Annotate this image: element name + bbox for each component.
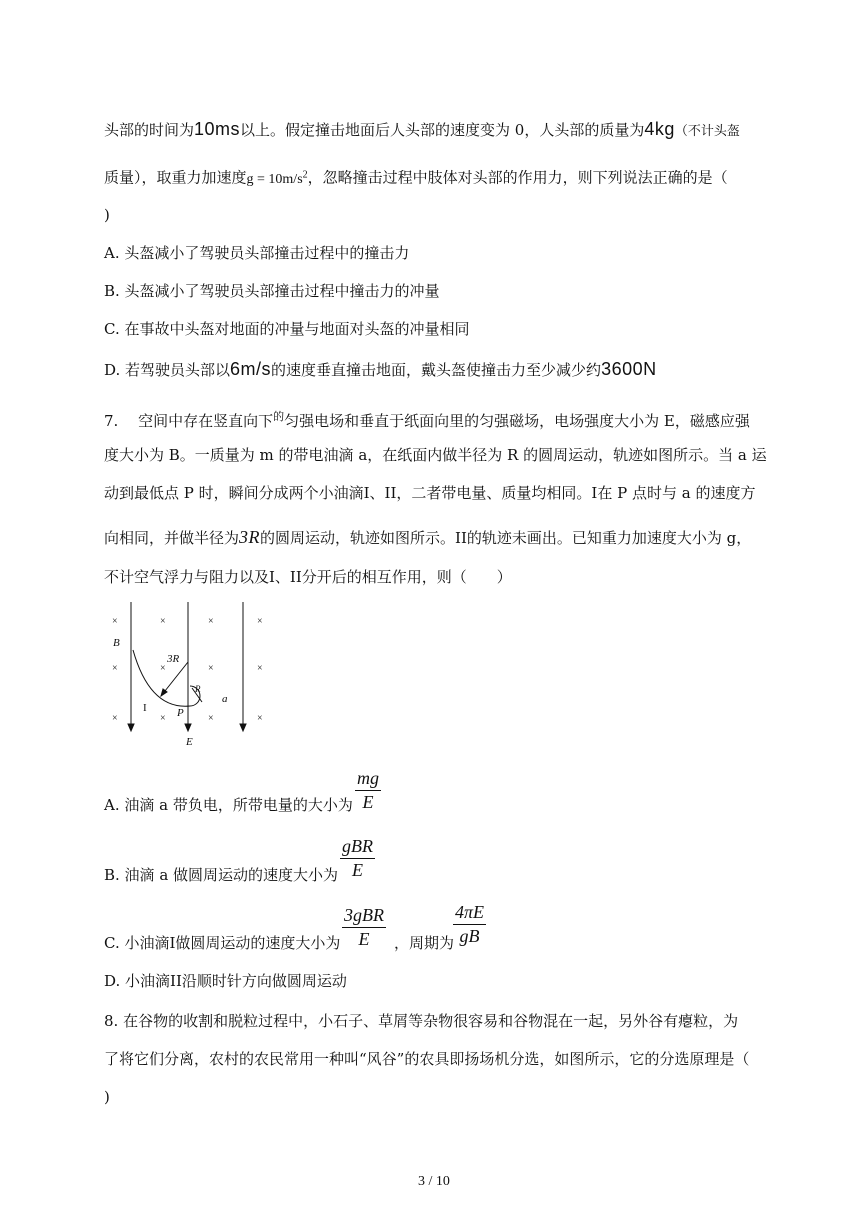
label-E: E [186, 736, 193, 748]
field-cross: × [208, 663, 214, 674]
q6-option-c: C. 在事故中头盔对地面的冲量与地面对头盔的冲量相同 [104, 320, 470, 338]
fraction-bar [340, 858, 375, 859]
numerator: gBR [342, 836, 373, 856]
text: D. 若驾驶员头部以 [104, 361, 231, 379]
numerator: 4πE [455, 902, 485, 922]
label-R: R [195, 684, 201, 694]
fraction-gbr-over-e [340, 836, 375, 881]
field-cross: × [208, 616, 214, 627]
cross-marks [112, 616, 263, 724]
text: 7. 空间中存在竖直向下 [104, 412, 274, 430]
q7-option-b: B. 油滴 a 做圆周运动的速度大小为 [104, 866, 339, 884]
q6-option-d [104, 358, 657, 381]
text: 的 [273, 410, 285, 423]
numerator: mg [357, 768, 379, 788]
label-I: I [143, 702, 147, 714]
q6-option-a: A. 头盔减小了驾驶员头部撞击过程中的撞击力 [104, 244, 410, 262]
speed-value: 6m/s [230, 359, 272, 379]
mass-value: 4kg [644, 119, 675, 139]
radius-value: 3R [239, 527, 261, 547]
time-value: 10ms [194, 119, 241, 139]
denominator: E [358, 929, 370, 949]
q7-line-3: 动到最低点 P 时，瞬间分成两个小油滴I、II，二者带电量、质量均相同。I在 P 点时与 a 的速度方 [104, 484, 756, 502]
text: ，忽略撞击过程中肢体对头部的作用力，则下列说法正确的是（ [307, 168, 728, 187]
q8-line-3: ) [104, 1088, 110, 1106]
field-cross: × [257, 616, 263, 627]
fraction-mg-over-e [355, 768, 381, 813]
trajectory-I [133, 650, 190, 706]
q6-line-2 [104, 164, 728, 191]
field-cross: × [257, 663, 263, 674]
text: （不计头盔 [674, 124, 740, 139]
q7-option-d: D. 小油滴II沿顺时针方向做圆周运动 [104, 972, 347, 990]
q7-option-a: A. 油滴 a 带负电，所带电量的大小为 [104, 796, 353, 814]
formula-text: g = 10m/s [246, 171, 303, 187]
q6-line-3: ) [104, 206, 110, 224]
period-label: ，周期为 [394, 934, 455, 952]
q8-line-1: 8. 在谷物的收割和脱粒过程中，小石子、草屑等杂物很容易和谷物混在一起，另外谷有瘪粒，为 [104, 1012, 739, 1030]
text: 质量），取重力加速度 [104, 168, 247, 187]
numerator: 3gBR [344, 905, 384, 925]
page-number: 3 / 10 [418, 1174, 450, 1189]
text: 头部的时间为 [104, 121, 195, 139]
fraction-3gbr-over-e [342, 905, 386, 950]
denominator: gB [459, 926, 480, 946]
text: 向相同，并做半径为 [104, 529, 240, 547]
field-cross: × [160, 616, 166, 627]
fraction-4pie-over-gb [453, 902, 486, 947]
arrow-head [240, 724, 246, 731]
q7-option-c: C. 小油滴I做圆周运动的速度大小为 [104, 934, 341, 952]
q7-line-5: 不计空气浮力与阻力以及I、II分开后的相互作用，则（ ） [104, 568, 512, 586]
arrow-head [128, 724, 134, 731]
field-cross: × [257, 713, 263, 724]
q7-line-1 [104, 406, 750, 432]
q7-line-2: 度大小为 B。一质量为 m 的带电油滴 a，在纸面内做半径为 R 的圆周运动，轨迹如图所示。当 a 运 [104, 446, 767, 464]
text: 的速度垂直撞击地面，戴头盔使撞击力至少减少约 [271, 361, 602, 379]
text: 的圆周运动，轨迹如图所示。II的轨迹未画出。已知重力加速度大小为 g， [260, 529, 752, 547]
q7-line-4 [104, 526, 751, 549]
label-3R: 3R [167, 653, 180, 665]
fraction-bar [342, 927, 386, 928]
arrow-head [185, 724, 191, 731]
text: 以上。假定撞击地面后人头部的速度变为 0，人头部的质量为 [240, 121, 645, 139]
force-value: 3600N [601, 359, 657, 379]
fraction-bar [355, 790, 381, 791]
fraction-bar [453, 924, 486, 925]
q8-line-2: 了将它们分离，农村的农民常用一种叫“风谷”的农具即扬场机分选，如图所示，它的分选原理是（ [104, 1050, 750, 1068]
q6-line-1 [104, 118, 740, 143]
denominator: E [362, 792, 374, 812]
field-cross: × [208, 713, 214, 724]
label-B: B [113, 637, 120, 649]
superscript: 2 [302, 169, 308, 180]
gravity-formula [246, 169, 308, 187]
field-cross: × [112, 663, 118, 674]
q6-option-b: B. 头盔减小了驾驶员头部撞击过程中撞击力的冲量 [104, 282, 440, 300]
denominator: E [352, 860, 363, 880]
field-cross: × [160, 663, 166, 674]
field-cross: × [112, 713, 118, 724]
text: 匀强电场和垂直于纸面向里的匀强磁场，电场强度大小为 E，磁感应强 [284, 412, 750, 430]
label-a: a [222, 693, 228, 705]
field-cross: × [112, 616, 118, 627]
field-diagram [100, 600, 280, 750]
field-cross: × [160, 713, 166, 724]
label-P: P [177, 707, 184, 719]
